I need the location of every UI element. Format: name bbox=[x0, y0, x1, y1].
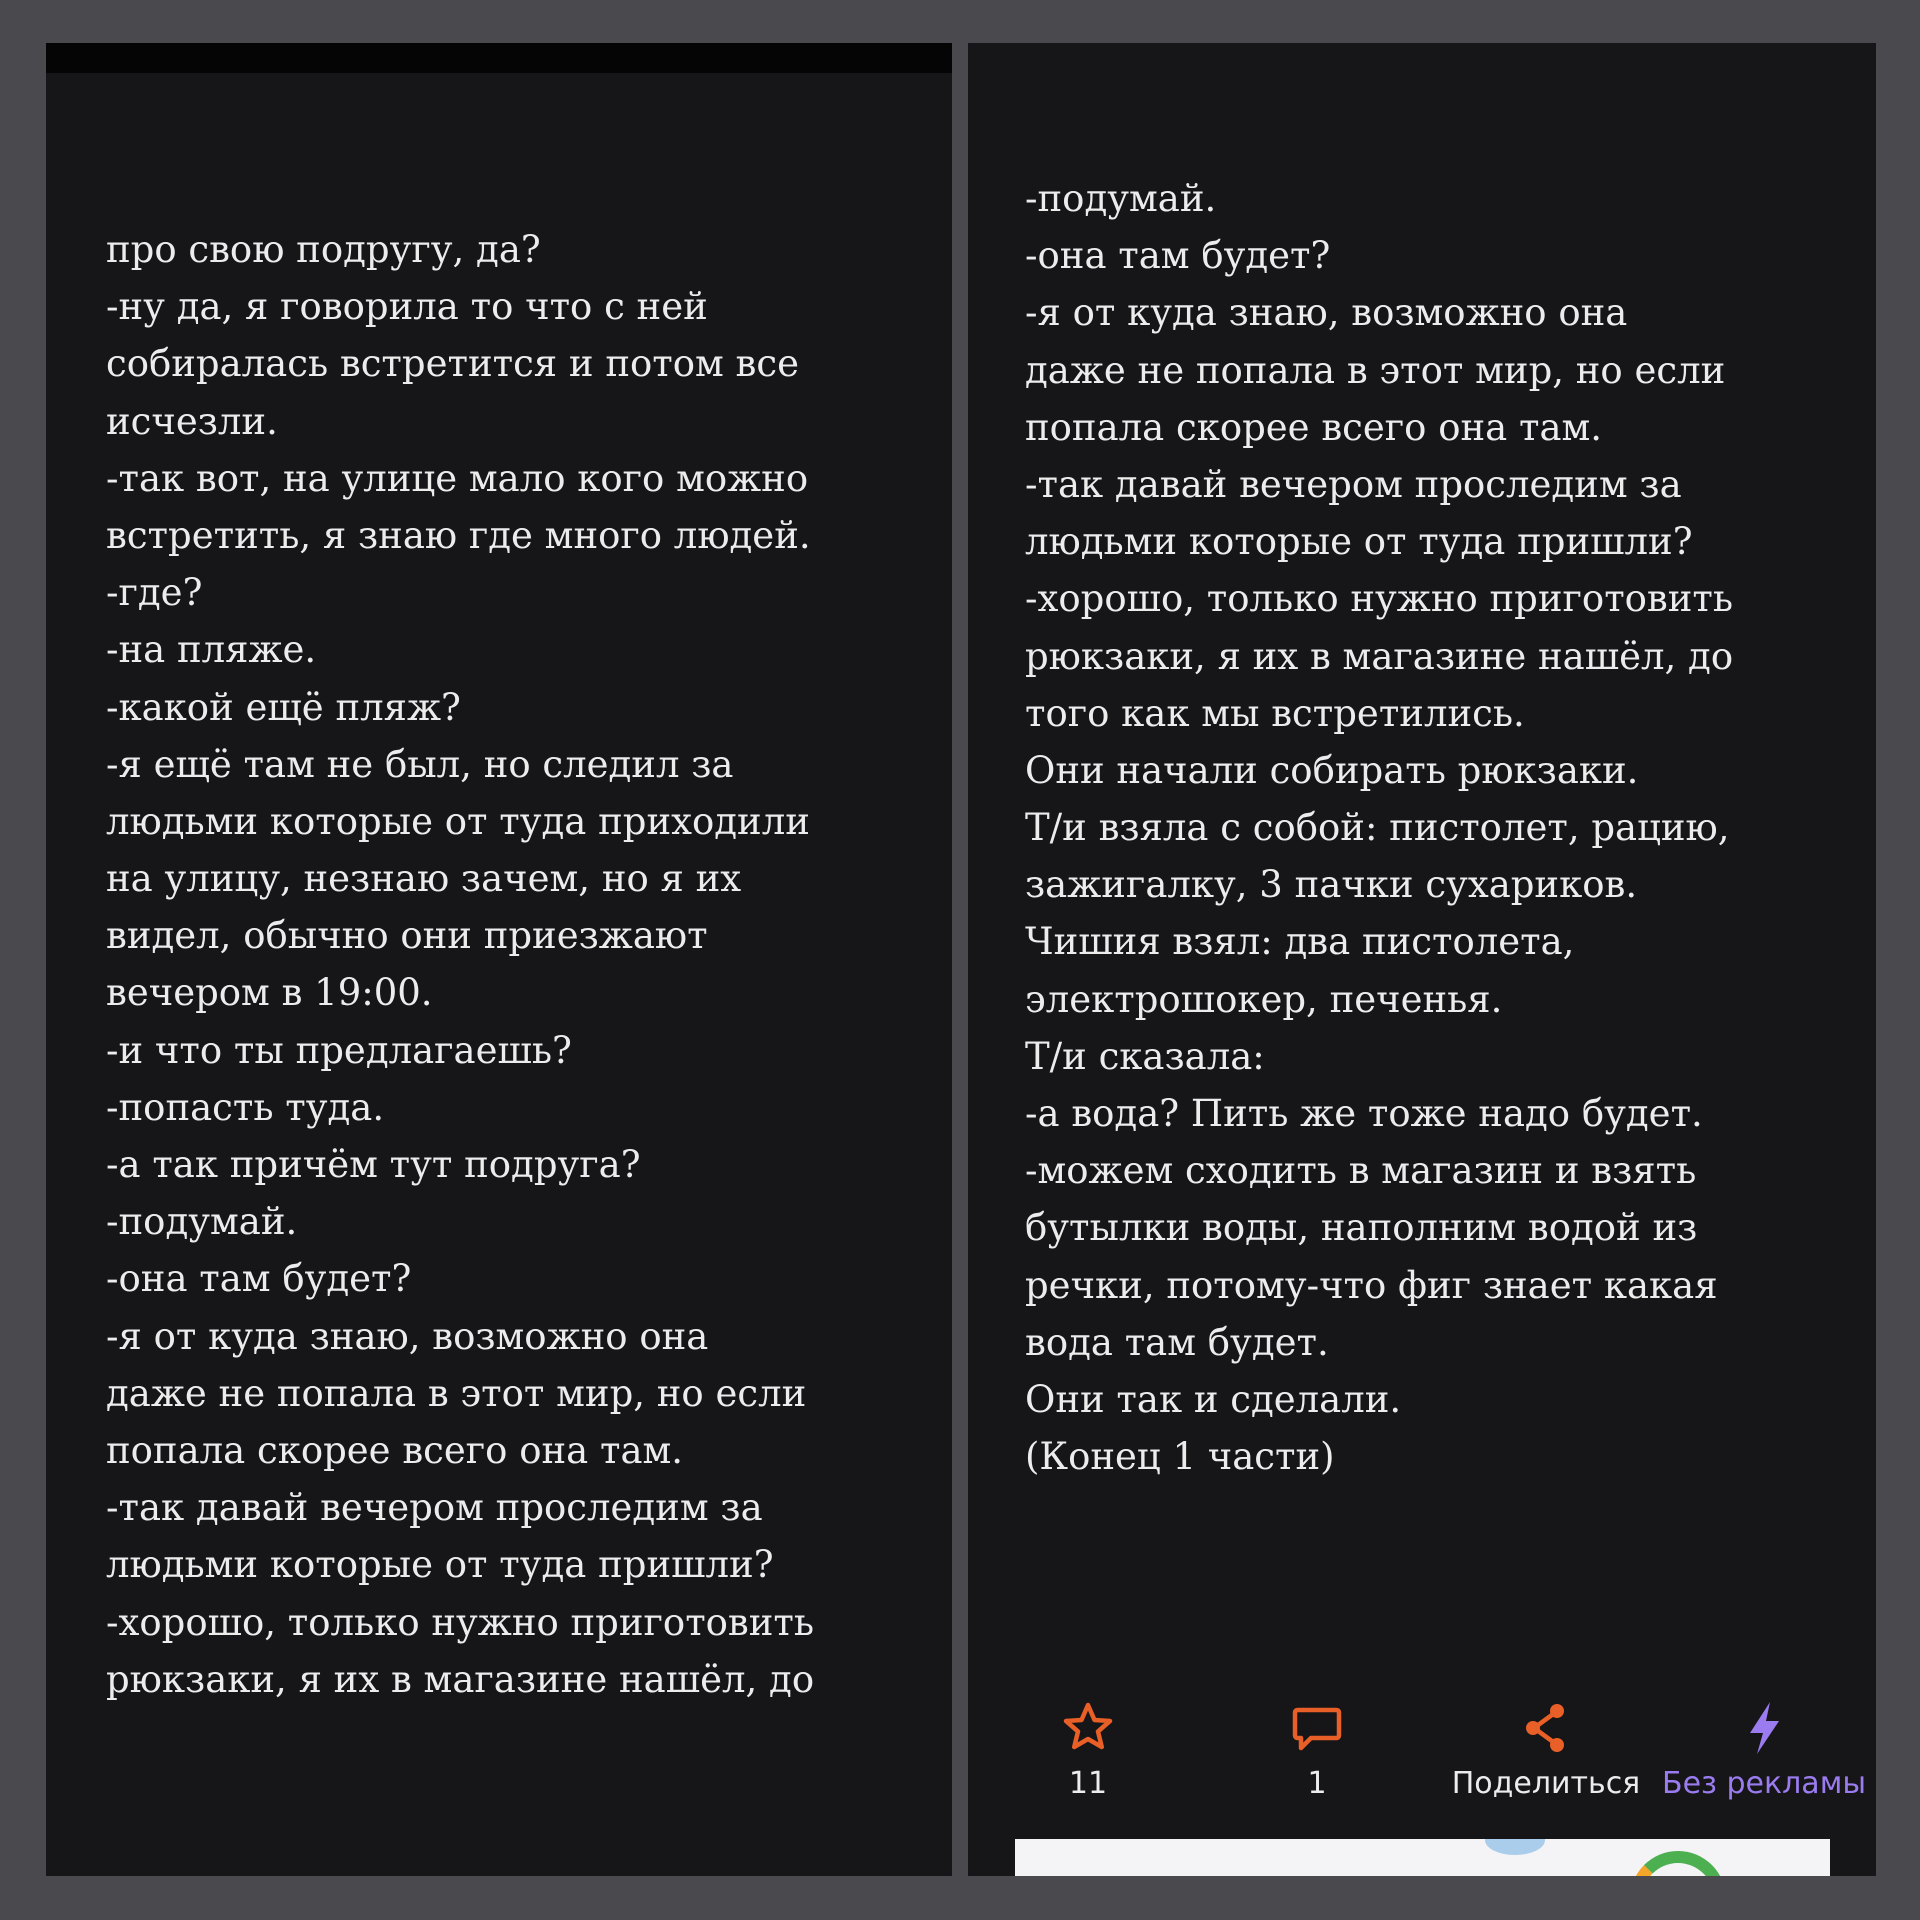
story-right-line: -так давай вечером проследим за bbox=[1025, 462, 1682, 506]
lightning-icon bbox=[1734, 1698, 1794, 1758]
story-left-line: на улицу, незнаю зачем, но я их bbox=[106, 857, 742, 901]
ad-logo bbox=[1630, 1851, 1726, 1876]
story-right-line: Чишия взял: два пистолета, bbox=[1025, 920, 1575, 964]
story-right-line: речки, потому-что фиг знает какая bbox=[1025, 1263, 1718, 1307]
story-left-line: -попасть туда. bbox=[106, 1085, 385, 1129]
story-right-line: бутылки воды, наполним водой из bbox=[1025, 1206, 1698, 1250]
comments-count: 1 bbox=[1307, 1766, 1327, 1801]
share-button[interactable] bbox=[1436, 1698, 1656, 1804]
comments-button[interactable] bbox=[1207, 1698, 1427, 1804]
comment-icon bbox=[1287, 1698, 1347, 1758]
story-left-line: видел, обычно они приезжают bbox=[106, 914, 708, 958]
story-right-line: даже не попала в этот мир, но если bbox=[1025, 348, 1726, 392]
story-text-right bbox=[1025, 170, 1733, 1485]
story-right-line: Они начали собирать рюкзаки. bbox=[1025, 748, 1639, 792]
story-left-line: -так давай вечером проследим за bbox=[106, 1486, 763, 1530]
story-left-line: -и что ты предлагаешь? bbox=[106, 1028, 572, 1072]
story-left-line: вечером в 19:00. bbox=[106, 971, 433, 1015]
ad-banner[interactable] bbox=[1015, 1839, 1830, 1876]
story-right-line: людьми которые от туда пришли? bbox=[1025, 520, 1693, 564]
story-left-line: -так вот, на улице мало кого можно bbox=[106, 456, 809, 500]
story-right-line: того как мы встретились. bbox=[1025, 691, 1525, 735]
story-left-line: встретить, я знаю где много людей. bbox=[106, 513, 811, 557]
status-bar bbox=[46, 43, 952, 73]
story-left-line: -а так причём тут подруга? bbox=[106, 1143, 641, 1186]
story-right-line: электрошокер, печенья. bbox=[1025, 977, 1503, 1021]
story-left-line: исчезли. bbox=[106, 399, 278, 443]
story-left-line: -на пляже. bbox=[106, 628, 317, 672]
story-left-line: про свою подругу, да? bbox=[106, 228, 541, 271]
story-left-line: -она там будет? bbox=[106, 1257, 412, 1301]
no-ads-label: Без рекламы bbox=[1661, 1766, 1867, 1801]
story-right-line: Т/и взяла с собой: пистолет, рацию, bbox=[1025, 806, 1730, 850]
rate-button[interactable] bbox=[978, 1698, 1198, 1804]
story-left-line: -я от куда знаю, возможно она bbox=[106, 1314, 709, 1358]
right-page-panel bbox=[968, 43, 1876, 1876]
story-right-line: Они так и сделали. bbox=[1025, 1377, 1402, 1421]
story-right-line: -подумай. bbox=[1025, 177, 1217, 220]
story-left-line: -я ещё там не был, но следил за bbox=[106, 742, 734, 786]
share-icon bbox=[1516, 1698, 1576, 1758]
story-left-line: людьми которые от туда приходили bbox=[106, 799, 810, 843]
story-left-line: -подумай. bbox=[106, 1200, 298, 1244]
story-left-line: собиралась встретится и потом все bbox=[106, 342, 799, 386]
story-right-line: зажигалку, 3 пачки сухариков. bbox=[1025, 863, 1638, 907]
left-page-panel bbox=[46, 43, 952, 1876]
story-right-line: -а вода? Пить же тоже надо будет. bbox=[1025, 1092, 1703, 1135]
story-left-line: -ну да, я говорила то что с ней bbox=[106, 285, 708, 329]
story-right-line: (Конец 1 части) bbox=[1025, 1435, 1335, 1479]
story-left-line: рюкзаки, я их в магазине нашёл, до bbox=[106, 1657, 815, 1701]
story-right-line: вода там будет. bbox=[1025, 1320, 1329, 1364]
story-right-line: -хорошо, только нужно приготовить bbox=[1025, 577, 1734, 621]
story-right-line: рюкзаки, я их в магазине нашёл, до bbox=[1025, 634, 1734, 678]
story-left-line: людьми которые от туда пришли? bbox=[106, 1543, 774, 1587]
story-right-line: -она там будет? bbox=[1025, 234, 1331, 278]
story-right-line: -я от куда знаю, возможно она bbox=[1025, 291, 1628, 335]
story-left-line: -хорошо, только нужно приготовить bbox=[106, 1600, 815, 1644]
share-label: Поделиться bbox=[1451, 1766, 1641, 1801]
rating-count: 11 bbox=[1068, 1766, 1108, 1801]
story-text-left bbox=[106, 221, 814, 1708]
action-bar bbox=[968, 1698, 1876, 1838]
no-ads-button[interactable] bbox=[1654, 1698, 1874, 1804]
story-right-line: попала скорее всего она там. bbox=[1025, 405, 1603, 449]
story-left-line: даже не попала в этот мир, но если bbox=[106, 1371, 807, 1415]
story-left-line: попала скорее всего она там. bbox=[106, 1428, 684, 1472]
story-left-line: -какой ещё пляж? bbox=[106, 685, 461, 729]
story-right-line: -можем сходить в магазин и взять bbox=[1025, 1149, 1697, 1193]
star-icon bbox=[1058, 1698, 1118, 1758]
story-left-line: -где? bbox=[106, 571, 203, 615]
story-right-line: Т/и сказала: bbox=[1025, 1034, 1265, 1078]
ad-graphic bbox=[1485, 1839, 1545, 1855]
